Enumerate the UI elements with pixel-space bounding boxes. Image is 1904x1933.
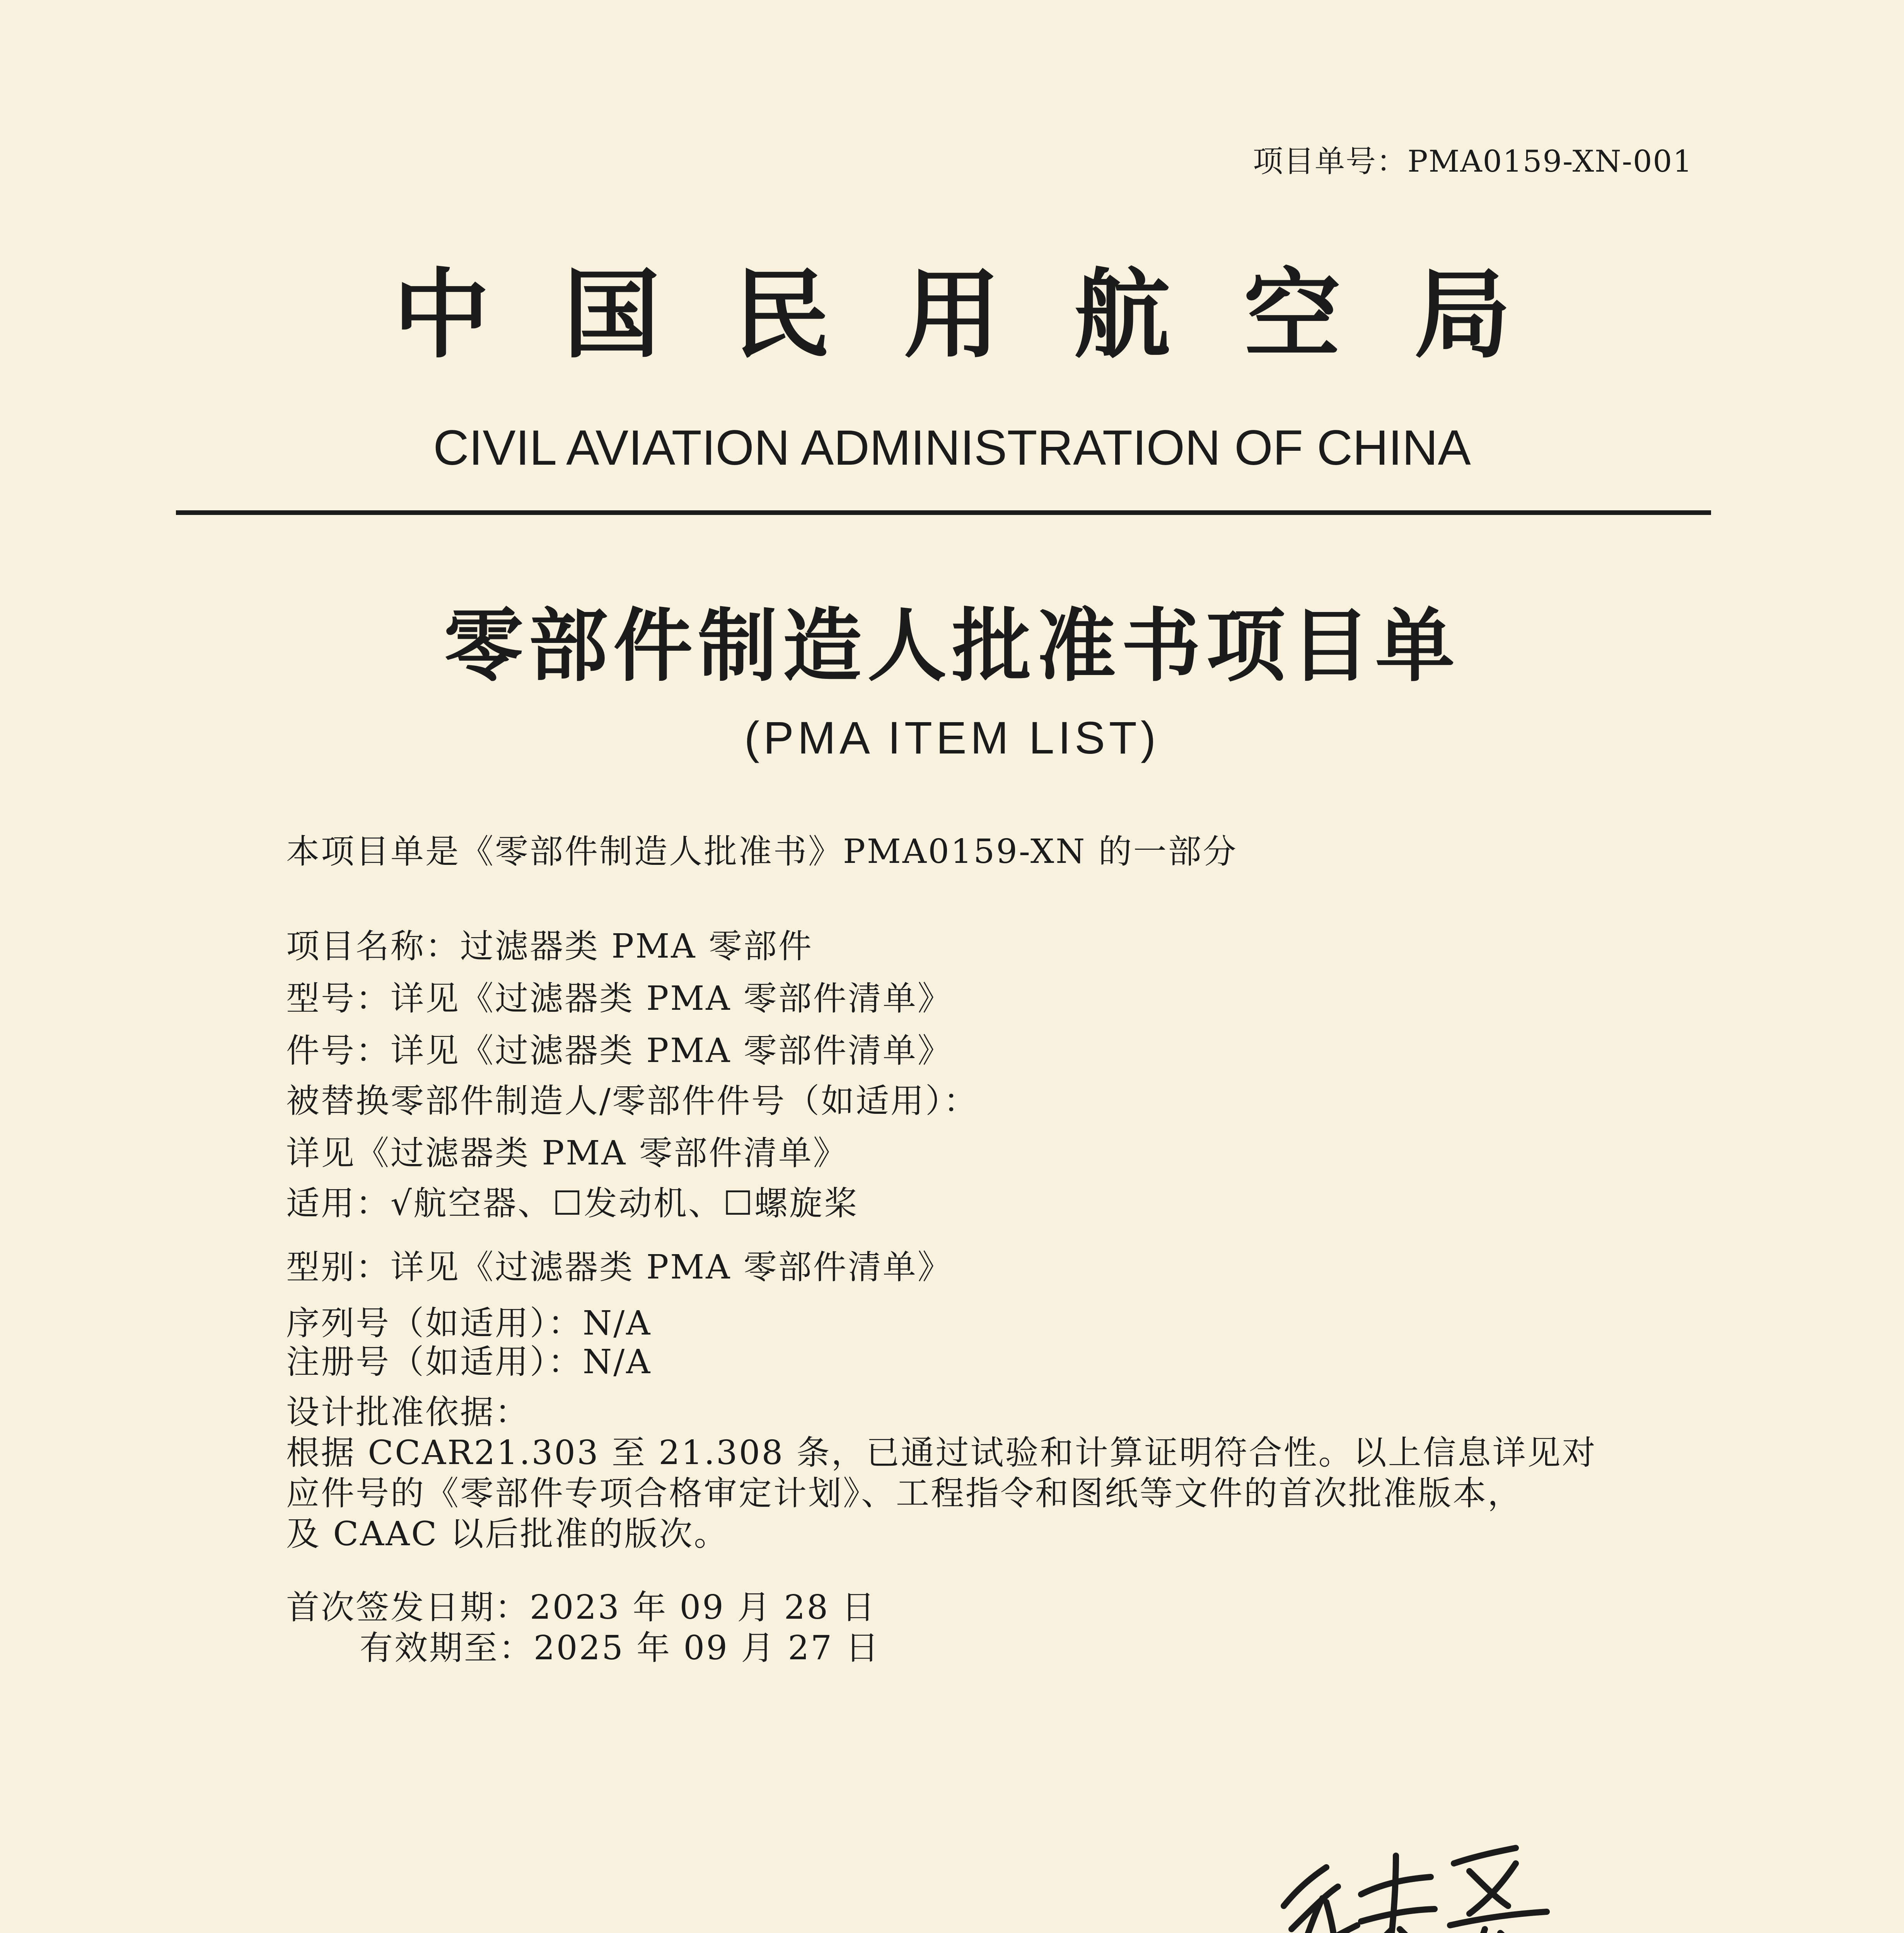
model-line: 型号：详见《过滤器类 PMA 零部件清单》 <box>286 979 952 1018</box>
design-basis-line-3: 及 CAAC 以后批准的版次。 <box>286 1515 729 1553</box>
first-issue-date: 首次签发日期：2023 年 09 月 28 日 <box>286 1588 877 1627</box>
type-line: 型别：详见《过滤器类 PMA 零部件清单》 <box>286 1248 952 1287</box>
organization-name-chinese: 中国民用航空局 <box>393 259 1584 371</box>
organization-name-english: CIVIL AVIATION ADMINISTRATION OF CHINA <box>433 420 1471 476</box>
design-basis-line-2: 应件号的《零部件专项合格审定计划》、工程指令和图纸等文件的首次批准版本， <box>286 1474 1522 1513</box>
project-name: 项目名称：过滤器类 PMA 零部件 <box>286 927 813 966</box>
replaced-part-detail: 详见《过滤器类 PMA 零部件清单》 <box>286 1134 848 1173</box>
document-subtitle: (PMA ITEM LIST) <box>744 713 1160 764</box>
applicability-line: 适用：√航空器、☐发动机、☐螺旋桨 <box>286 1184 859 1223</box>
registration-number-line: 注册号（如适用）：N/A <box>286 1343 652 1381</box>
handwritten-signature <box>1268 1840 1609 1933</box>
intro-text: 本项目单是《零部件制造人批准书》PMA0159-XN 的一部分 <box>286 832 1238 871</box>
part-number-line: 件号：详见《过滤器类 PMA 零部件清单》 <box>286 1031 952 1070</box>
design-basis-line-1: 根据 CCAR21.303 至 21.308 条，已通过试验和计算证明符合性。以上信息详见对 <box>286 1434 1597 1472</box>
design-basis-label: 设计批准依据： <box>286 1393 530 1432</box>
document-title: 零部件制造人批准书项目单 <box>444 600 1460 692</box>
replaced-part-line: 被替换零部件制造人/零部件件号（如适用）： <box>286 1082 978 1120</box>
serial-number-line: 序列号（如适用）：N/A <box>286 1304 652 1343</box>
header-divider <box>176 510 1711 515</box>
item-number: 项目单号：PMA0159-XN-001 <box>1253 144 1693 179</box>
valid-until-date: 有效期至：2025 年 09 月 27 日 <box>360 1629 880 1667</box>
